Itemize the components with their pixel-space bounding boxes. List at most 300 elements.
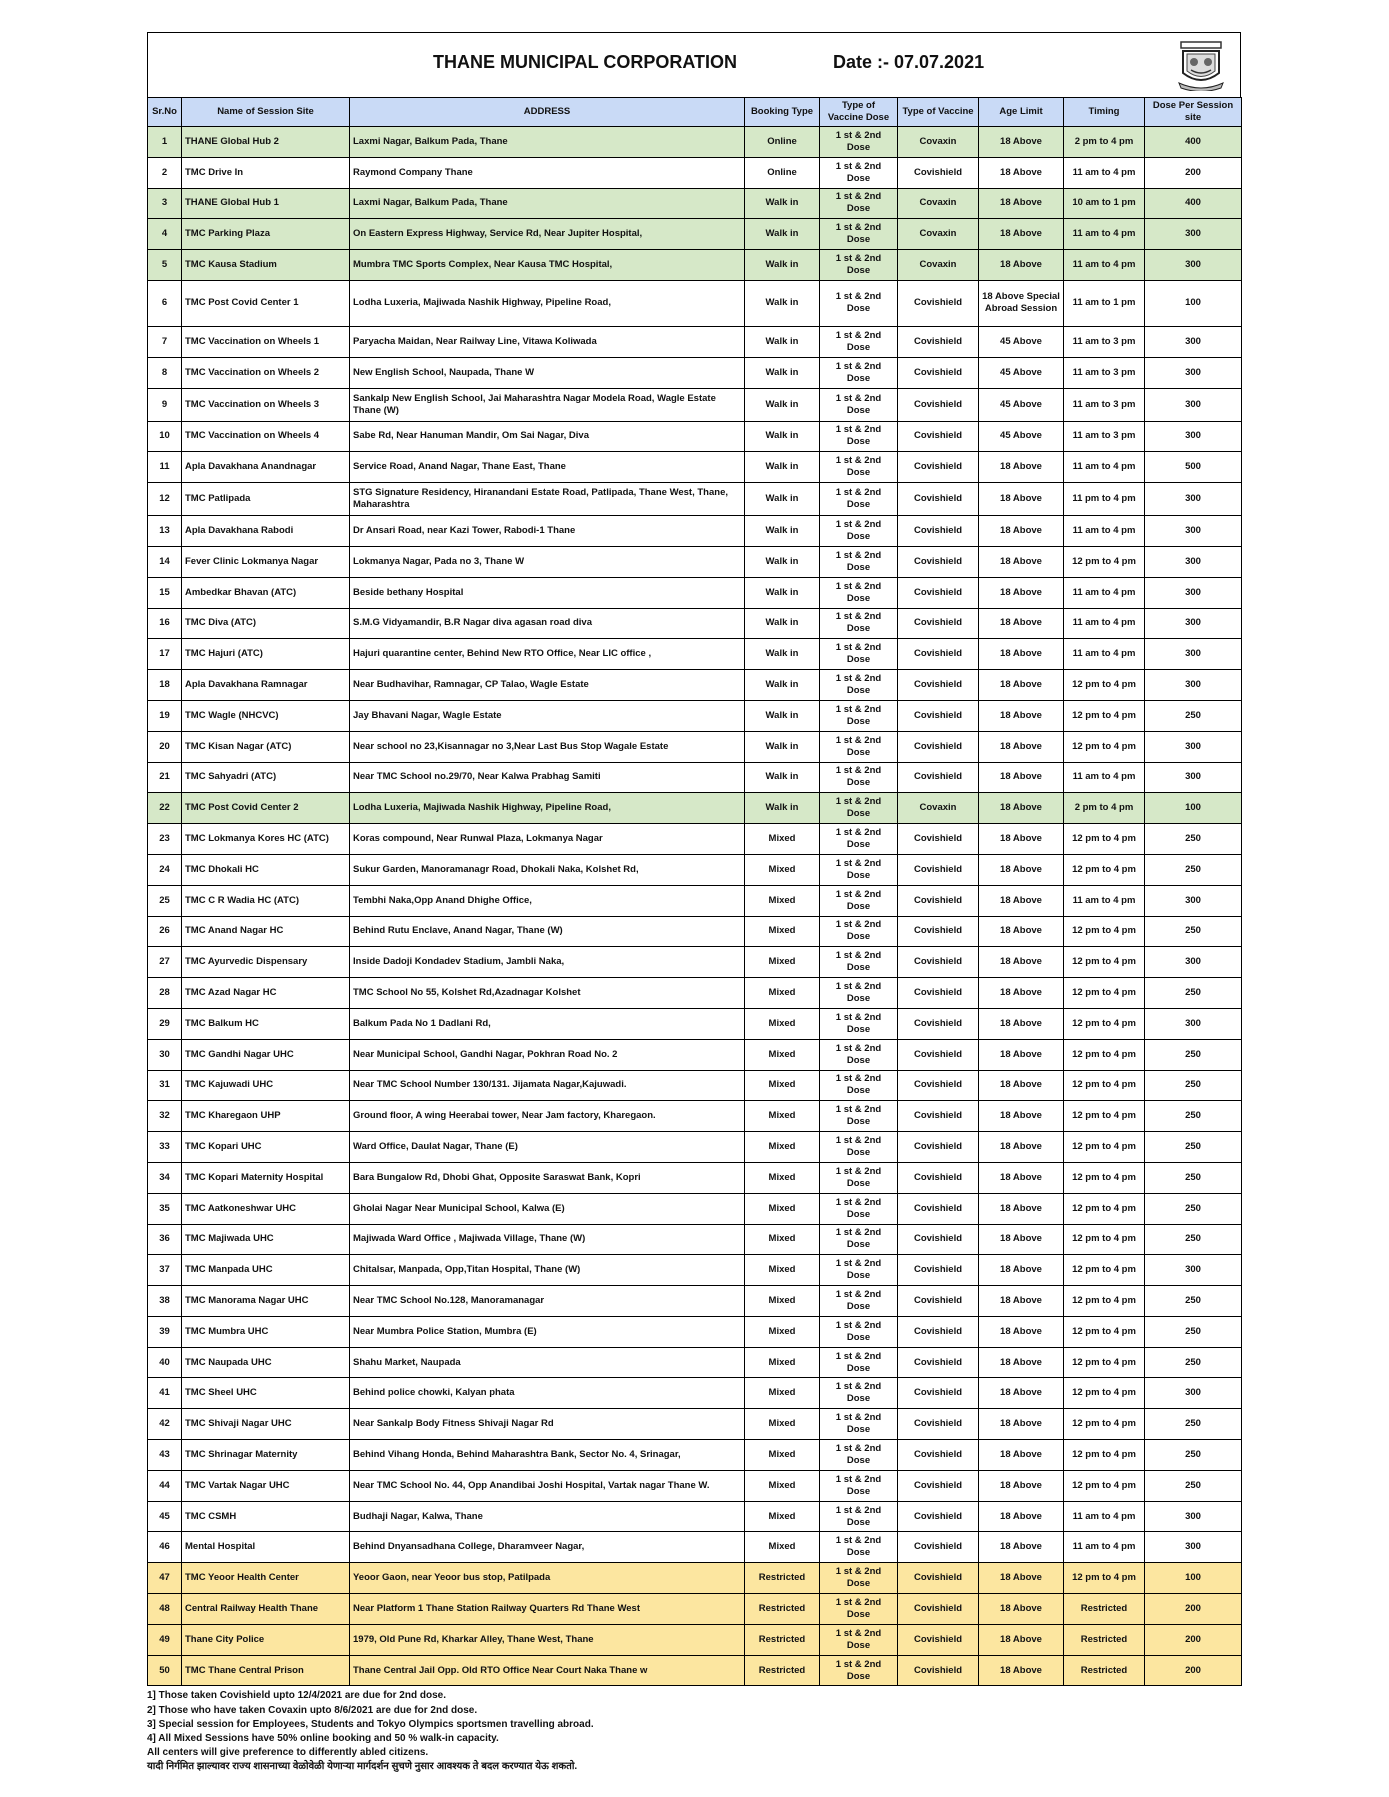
row-srno: 25 bbox=[148, 885, 182, 916]
row-dose-count: 250 bbox=[1145, 1162, 1242, 1193]
row-vaccine-dose: 1 st & 2nd Dose bbox=[820, 793, 898, 824]
row-age-limit: 18 Above bbox=[979, 1470, 1064, 1501]
row-timing: 12 pm to 4 pm bbox=[1064, 1316, 1145, 1347]
footnote: 2] Those who have taken Covaxin upto 8/6/2021 are due for 2nd dose. bbox=[147, 1704, 478, 1716]
row-vaccine-dose: 1 st & 2nd Dose bbox=[820, 1286, 898, 1317]
row-address: Behind Dnyansadhana College, Dharamveer Nagar, bbox=[350, 1532, 745, 1563]
row-vaccine-type: Covishield bbox=[898, 1378, 979, 1409]
row-srno: 3 bbox=[148, 188, 182, 219]
row-booking-type: Mixed bbox=[745, 1193, 820, 1224]
row-booking-type: Walk in bbox=[745, 731, 820, 762]
row-srno: 13 bbox=[148, 516, 182, 547]
row-vaccine-type: Covishield bbox=[898, 700, 979, 731]
row-dose-count: 200 bbox=[1145, 1655, 1242, 1686]
page-date: Date :- 07.07.2021 bbox=[833, 52, 985, 72]
row-vaccine-type: Covishield bbox=[898, 326, 979, 357]
row-booking-type: Restricted bbox=[745, 1655, 820, 1686]
footnote: All centers will give preference to differently abled citizens. bbox=[147, 1747, 429, 1759]
row-timing: 12 pm to 4 pm bbox=[1064, 1563, 1145, 1594]
row-address: Paryacha Maidan, Near Railway Line, Vitawa Koliwada bbox=[350, 326, 745, 357]
row-timing: 11 am to 4 pm bbox=[1064, 219, 1145, 250]
row-dose-count: 250 bbox=[1145, 700, 1242, 731]
row-booking-type: Walk in bbox=[745, 700, 820, 731]
row-site-name: TMC Patlipada bbox=[182, 483, 350, 516]
row-address: Balkum Pada No 1 Dadlani Rd, bbox=[350, 1008, 745, 1039]
row-dose-count: 100 bbox=[1145, 280, 1242, 326]
row-age-limit: 18 Above bbox=[979, 1624, 1064, 1655]
row-booking-type: Online bbox=[745, 127, 820, 158]
row-address: New English School, Naupada, Thane W bbox=[350, 357, 745, 388]
row-address: Ward Office, Daulat Nagar, Thane (E) bbox=[350, 1132, 745, 1163]
row-booking-type: Restricted bbox=[745, 1624, 820, 1655]
row-dose-count: 300 bbox=[1145, 608, 1242, 639]
row-address: Near school no 23,Kisannagar no 3,Near Last Bus Stop Wagale Estate bbox=[350, 731, 745, 762]
footnote-marathi: यादी निर्गमित झाल्यावर राज्य शासनाच्या वेळोवेळी येणाऱ्या मार्गदर्शन सुचणे नुसार आवश्यक ते बदल करण्यात येऊ शकतो. bbox=[147, 1761, 578, 1773]
row-site-name: Central Railway Health Thane bbox=[182, 1594, 350, 1625]
row-vaccine-dose: 1 st & 2nd Dose bbox=[820, 608, 898, 639]
row-srno: 15 bbox=[148, 577, 182, 608]
table-row bbox=[148, 357, 1242, 388]
row-address: Service Road, Anand Nagar, Thane East, Thane bbox=[350, 452, 745, 483]
row-address: Tembhi Naka,Opp Anand Dhighe Office, bbox=[350, 885, 745, 916]
row-age-limit: 18 Above bbox=[979, 1563, 1064, 1594]
row-age-limit: 18 Above bbox=[979, 1594, 1064, 1625]
row-address: Near TMC School Number 130/131. Jijamata Nagar,Kajuwadi. bbox=[350, 1070, 745, 1101]
row-vaccine-dose: 1 st & 2nd Dose bbox=[820, 1594, 898, 1625]
row-site-name: TMC Vaccination on Wheels 3 bbox=[182, 388, 350, 421]
row-site-name: TMC Manpada UHC bbox=[182, 1255, 350, 1286]
column-header-age-limit: Age Limit bbox=[979, 98, 1064, 127]
row-vaccine-type: Covishield bbox=[898, 1224, 979, 1255]
row-vaccine-type: Covishield bbox=[898, 1255, 979, 1286]
row-srno: 30 bbox=[148, 1039, 182, 1070]
table-body bbox=[148, 127, 1242, 1686]
table-row bbox=[148, 1039, 1242, 1070]
row-dose-count: 250 bbox=[1145, 824, 1242, 855]
row-vaccine-type: Covishield bbox=[898, 762, 979, 793]
row-dose-count: 250 bbox=[1145, 1101, 1242, 1132]
row-address: Near Mumbra Police Station, Mumbra (E) bbox=[350, 1316, 745, 1347]
row-vaccine-type: Covishield bbox=[898, 885, 979, 916]
row-site-name: TMC Kopari UHC bbox=[182, 1132, 350, 1163]
table-row bbox=[148, 546, 1242, 577]
row-srno: 23 bbox=[148, 824, 182, 855]
column-header-timing: Timing bbox=[1064, 98, 1145, 127]
row-booking-type: Mixed bbox=[745, 1162, 820, 1193]
row-timing: 2 pm to 4 pm bbox=[1064, 793, 1145, 824]
row-vaccine-dose: 1 st & 2nd Dose bbox=[820, 762, 898, 793]
row-timing: 12 pm to 4 pm bbox=[1064, 1070, 1145, 1101]
row-vaccine-dose: 1 st & 2nd Dose bbox=[820, 1008, 898, 1039]
row-age-limit: 18 Above bbox=[979, 947, 1064, 978]
row-srno: 17 bbox=[148, 639, 182, 670]
row-age-limit: 18 Above bbox=[979, 1501, 1064, 1532]
row-booking-type: Mixed bbox=[745, 1255, 820, 1286]
row-dose-count: 300 bbox=[1145, 577, 1242, 608]
row-booking-type: Mixed bbox=[745, 916, 820, 947]
row-vaccine-dose: 1 st & 2nd Dose bbox=[820, 1255, 898, 1286]
table-row bbox=[148, 1378, 1242, 1409]
row-vaccine-dose: 1 st & 2nd Dose bbox=[820, 885, 898, 916]
row-age-limit: 18 Above bbox=[979, 793, 1064, 824]
row-address: Budhaji Nagar, Kalwa, Thane bbox=[350, 1501, 745, 1532]
row-dose-count: 250 bbox=[1145, 1286, 1242, 1317]
row-address: Majiwada Ward Office , Majiwada Village, Thane (W) bbox=[350, 1224, 745, 1255]
row-booking-type: Mixed bbox=[745, 1409, 820, 1440]
row-age-limit: 18 Above bbox=[979, 1255, 1064, 1286]
row-srno: 22 bbox=[148, 793, 182, 824]
table-row bbox=[148, 947, 1242, 978]
row-address: Near TMC School No. 44, Opp Anandibai Joshi Hospital, Vartak nagar Thane W. bbox=[350, 1470, 745, 1501]
row-address: Thane Central Jail Opp. Old RTO Office Near Court Naka Thane w bbox=[350, 1655, 745, 1686]
footnote: 3] Special session for Employees, Students and Tokyo Olympics sportsmen travelling abroad. bbox=[147, 1718, 594, 1730]
row-age-limit: 18 Above bbox=[979, 1655, 1064, 1686]
row-age-limit: 18 Above bbox=[979, 608, 1064, 639]
row-dose-count: 250 bbox=[1145, 1316, 1242, 1347]
row-age-limit: 18 Above bbox=[979, 916, 1064, 947]
row-booking-type: Mixed bbox=[745, 1470, 820, 1501]
table-row bbox=[148, 824, 1242, 855]
footnotes bbox=[147, 1689, 1241, 1774]
row-age-limit: 18 Above bbox=[979, 824, 1064, 855]
row-booking-type: Restricted bbox=[745, 1594, 820, 1625]
row-age-limit: 18 Above bbox=[979, 250, 1064, 281]
row-booking-type: Mixed bbox=[745, 1039, 820, 1070]
row-srno: 36 bbox=[148, 1224, 182, 1255]
row-timing: 10 am to 1 pm bbox=[1064, 188, 1145, 219]
row-vaccine-dose: 1 st & 2nd Dose bbox=[820, 357, 898, 388]
row-site-name: TMC Balkum HC bbox=[182, 1008, 350, 1039]
row-dose-count: 200 bbox=[1145, 157, 1242, 188]
row-booking-type: Mixed bbox=[745, 1224, 820, 1255]
row-age-limit: 45 Above bbox=[979, 421, 1064, 452]
row-site-name: Fever Clinic Lokmanya Nagar bbox=[182, 546, 350, 577]
row-vaccine-type: Covishield bbox=[898, 854, 979, 885]
row-age-limit: 18 Above bbox=[979, 452, 1064, 483]
row-vaccine-type: Covishield bbox=[898, 577, 979, 608]
row-dose-count: 250 bbox=[1145, 1470, 1242, 1501]
row-srno: 46 bbox=[148, 1532, 182, 1563]
row-srno: 49 bbox=[148, 1624, 182, 1655]
row-vaccine-dose: 1 st & 2nd Dose bbox=[820, 483, 898, 516]
row-address: Near Municipal School, Gandhi Nagar, Pokhran Road No. 2 bbox=[350, 1039, 745, 1070]
row-vaccine-dose: 1 st & 2nd Dose bbox=[820, 1470, 898, 1501]
row-site-name: TMC Kharegaon UHP bbox=[182, 1101, 350, 1132]
row-srno: 45 bbox=[148, 1501, 182, 1532]
row-vaccine-type: Covishield bbox=[898, 1655, 979, 1686]
table-row bbox=[148, 1286, 1242, 1317]
row-booking-type: Mixed bbox=[745, 1532, 820, 1563]
row-dose-count: 300 bbox=[1145, 250, 1242, 281]
row-site-name: TMC Sahyadri (ATC) bbox=[182, 762, 350, 793]
table-row bbox=[148, 1409, 1242, 1440]
row-timing: 12 pm to 4 pm bbox=[1064, 1193, 1145, 1224]
row-vaccine-type: Covishield bbox=[898, 546, 979, 577]
row-srno: 4 bbox=[148, 219, 182, 250]
table-row bbox=[148, 326, 1242, 357]
row-age-limit: 18 Above bbox=[979, 157, 1064, 188]
table-row bbox=[148, 731, 1242, 762]
row-vaccine-dose: 1 st & 2nd Dose bbox=[820, 1655, 898, 1686]
row-srno: 2 bbox=[148, 157, 182, 188]
vaccination-schedule-sheet bbox=[147, 32, 1241, 1775]
row-address: STG Signature Residency, Hiranandani Estate Road, Patlipada, Thane West, Thane, Maharashtra bbox=[350, 483, 745, 516]
row-age-limit: 18 Above Special Abroad Session bbox=[979, 280, 1064, 326]
row-vaccine-type: Covishield bbox=[898, 608, 979, 639]
row-site-name: TMC Shivaji Nagar UHC bbox=[182, 1409, 350, 1440]
row-srno: 39 bbox=[148, 1316, 182, 1347]
row-site-name: TMC Ayurvedic Dispensary bbox=[182, 947, 350, 978]
row-address: Inside Dadoji Kondadev Stadium, Jambli Naka, bbox=[350, 947, 745, 978]
row-booking-type: Walk in bbox=[745, 280, 820, 326]
table-row bbox=[148, 1101, 1242, 1132]
row-vaccine-type: Covishield bbox=[898, 357, 979, 388]
row-site-name: TMC Vartak Nagar UHC bbox=[182, 1470, 350, 1501]
row-age-limit: 18 Above bbox=[979, 1224, 1064, 1255]
row-vaccine-dose: 1 st & 2nd Dose bbox=[820, 516, 898, 547]
row-vaccine-type: Covaxin bbox=[898, 188, 979, 219]
table-row bbox=[148, 885, 1242, 916]
row-timing: 12 pm to 4 pm bbox=[1064, 947, 1145, 978]
row-address: Behind Vihang Honda, Behind Maharashtra Bank, Sector No. 4, Srinagar, bbox=[350, 1440, 745, 1471]
row-age-limit: 18 Above bbox=[979, 1008, 1064, 1039]
row-vaccine-type: Covishield bbox=[898, 1594, 979, 1625]
table-row bbox=[148, 219, 1242, 250]
table-row bbox=[148, 280, 1242, 326]
row-booking-type: Restricted bbox=[745, 1563, 820, 1594]
row-vaccine-type: Covishield bbox=[898, 452, 979, 483]
row-vaccine-dose: 1 st & 2nd Dose bbox=[820, 1070, 898, 1101]
row-vaccine-dose: 1 st & 2nd Dose bbox=[820, 1378, 898, 1409]
row-timing: 11 am to 4 pm bbox=[1064, 250, 1145, 281]
row-booking-type: Walk in bbox=[745, 608, 820, 639]
row-dose-count: 300 bbox=[1145, 546, 1242, 577]
row-address: Yeoor Gaon, near Yeoor bus stop, Patilpada bbox=[350, 1563, 745, 1594]
row-booking-type: Mixed bbox=[745, 1286, 820, 1317]
row-vaccine-type: Covishield bbox=[898, 1470, 979, 1501]
row-site-name: TMC Sheel UHC bbox=[182, 1378, 350, 1409]
row-vaccine-type: Covishield bbox=[898, 421, 979, 452]
row-site-name: TMC Drive In bbox=[182, 157, 350, 188]
table-row bbox=[148, 421, 1242, 452]
row-dose-count: 300 bbox=[1145, 731, 1242, 762]
row-age-limit: 18 Above bbox=[979, 700, 1064, 731]
row-vaccine-dose: 1 st & 2nd Dose bbox=[820, 1224, 898, 1255]
row-dose-count: 300 bbox=[1145, 762, 1242, 793]
row-vaccine-type: Covishield bbox=[898, 1286, 979, 1317]
row-timing: 12 pm to 4 pm bbox=[1064, 1039, 1145, 1070]
footnote: 4] All Mixed Sessions have 50% online booking and 50 % walk-in capacity. bbox=[147, 1733, 499, 1745]
row-age-limit: 45 Above bbox=[979, 326, 1064, 357]
row-booking-type: Mixed bbox=[745, 854, 820, 885]
row-address: Hajuri quarantine center, Behind New RTO Office, Near LIC office , bbox=[350, 639, 745, 670]
tmc-emblem-icon bbox=[1175, 39, 1227, 91]
table-row bbox=[148, 1162, 1242, 1193]
row-booking-type: Walk in bbox=[745, 357, 820, 388]
row-srno: 33 bbox=[148, 1132, 182, 1163]
row-booking-type: Mixed bbox=[745, 824, 820, 855]
row-site-name: TMC Parking Plaza bbox=[182, 219, 350, 250]
table-row bbox=[148, 1193, 1242, 1224]
row-vaccine-type: Covishield bbox=[898, 1347, 979, 1378]
column-header-dose-per-site: Dose Per Session site bbox=[1145, 98, 1242, 127]
row-age-limit: 18 Above bbox=[979, 127, 1064, 158]
row-address: Near Budhavihar, Ramnagar, CP Talao, Wagle Estate bbox=[350, 670, 745, 701]
row-vaccine-type: Covishield bbox=[898, 824, 979, 855]
row-timing: 11 am to 4 pm bbox=[1064, 885, 1145, 916]
row-dose-count: 500 bbox=[1145, 452, 1242, 483]
row-address: Mumbra TMC Sports Complex, Near Kausa TMC Hospital, bbox=[350, 250, 745, 281]
column-header-srno: Sr.No bbox=[148, 98, 182, 127]
page-title: THANE MUNICIPAL CORPORATION bbox=[433, 52, 737, 72]
row-dose-count: 300 bbox=[1145, 421, 1242, 452]
row-srno: 31 bbox=[148, 1070, 182, 1101]
row-srno: 19 bbox=[148, 700, 182, 731]
row-booking-type: Walk in bbox=[745, 516, 820, 547]
row-age-limit: 18 Above bbox=[979, 731, 1064, 762]
row-timing: 11 pm to 4 pm bbox=[1064, 483, 1145, 516]
row-timing: Restricted bbox=[1064, 1655, 1145, 1686]
row-address: Beside bethany Hospital bbox=[350, 577, 745, 608]
row-timing: 11 am to 4 pm bbox=[1064, 157, 1145, 188]
row-age-limit: 45 Above bbox=[979, 388, 1064, 421]
row-site-name: TMC Gandhi Nagar UHC bbox=[182, 1039, 350, 1070]
row-site-name: TMC Shrinagar Maternity bbox=[182, 1440, 350, 1471]
row-site-name: TMC Azad Nagar HC bbox=[182, 978, 350, 1009]
row-vaccine-dose: 1 st & 2nd Dose bbox=[820, 577, 898, 608]
table-row bbox=[148, 127, 1242, 158]
row-vaccine-type: Covishield bbox=[898, 1624, 979, 1655]
row-timing: 2 pm to 4 pm bbox=[1064, 127, 1145, 158]
table-row bbox=[148, 1624, 1242, 1655]
row-vaccine-type: Covishield bbox=[898, 731, 979, 762]
row-srno: 7 bbox=[148, 326, 182, 357]
row-dose-count: 300 bbox=[1145, 1008, 1242, 1039]
row-vaccine-dose: 1 st & 2nd Dose bbox=[820, 452, 898, 483]
row-vaccine-dose: 1 st & 2nd Dose bbox=[820, 326, 898, 357]
sheet-header bbox=[147, 32, 1241, 97]
row-age-limit: 18 Above bbox=[979, 1316, 1064, 1347]
row-dose-count: 300 bbox=[1145, 1378, 1242, 1409]
row-vaccine-dose: 1 st & 2nd Dose bbox=[820, 421, 898, 452]
row-age-limit: 18 Above bbox=[979, 762, 1064, 793]
row-srno: 34 bbox=[148, 1162, 182, 1193]
row-timing: 11 am to 4 pm bbox=[1064, 1532, 1145, 1563]
row-dose-count: 250 bbox=[1145, 1193, 1242, 1224]
row-srno: 42 bbox=[148, 1409, 182, 1440]
row-srno: 10 bbox=[148, 421, 182, 452]
row-address: Shahu Market, Naupada bbox=[350, 1347, 745, 1378]
table-row bbox=[148, 1501, 1242, 1532]
row-timing: 12 pm to 4 pm bbox=[1064, 854, 1145, 885]
row-site-name: TMC Vaccination on Wheels 1 bbox=[182, 326, 350, 357]
row-address: Lokmanya Nagar, Pada no 3, Thane W bbox=[350, 546, 745, 577]
table-row bbox=[148, 188, 1242, 219]
row-srno: 8 bbox=[148, 357, 182, 388]
row-dose-count: 300 bbox=[1145, 516, 1242, 547]
row-site-name: TMC Wagle (NHCVC) bbox=[182, 700, 350, 731]
row-site-name: TMC Vaccination on Wheels 4 bbox=[182, 421, 350, 452]
row-booking-type: Walk in bbox=[745, 452, 820, 483]
table-row bbox=[148, 1132, 1242, 1163]
table-row bbox=[148, 1563, 1242, 1594]
row-age-limit: 18 Above bbox=[979, 577, 1064, 608]
row-address: S.M.G Vidyamandir, B.R Nagar diva agasan road diva bbox=[350, 608, 745, 639]
row-address: 1979, Old Pune Rd, Kharkar Alley, Thane West, Thane bbox=[350, 1624, 745, 1655]
row-vaccine-dose: 1 st & 2nd Dose bbox=[820, 1132, 898, 1163]
row-srno: 28 bbox=[148, 978, 182, 1009]
row-vaccine-type: Covishield bbox=[898, 1532, 979, 1563]
row-vaccine-dose: 1 st & 2nd Dose bbox=[820, 824, 898, 855]
row-srno: 14 bbox=[148, 546, 182, 577]
row-vaccine-dose: 1 st & 2nd Dose bbox=[820, 188, 898, 219]
row-vaccine-dose: 1 st & 2nd Dose bbox=[820, 1532, 898, 1563]
table-row bbox=[148, 1070, 1242, 1101]
row-vaccine-dose: 1 st & 2nd Dose bbox=[820, 280, 898, 326]
row-age-limit: 45 Above bbox=[979, 357, 1064, 388]
row-site-name: TMC Dhokali HC bbox=[182, 854, 350, 885]
row-age-limit: 18 Above bbox=[979, 854, 1064, 885]
row-booking-type: Mixed bbox=[745, 947, 820, 978]
row-booking-type: Walk in bbox=[745, 483, 820, 516]
row-booking-type: Walk in bbox=[745, 250, 820, 281]
row-booking-type: Walk in bbox=[745, 670, 820, 701]
row-age-limit: 18 Above bbox=[979, 1162, 1064, 1193]
row-site-name: TMC Kausa Stadium bbox=[182, 250, 350, 281]
row-timing: Restricted bbox=[1064, 1624, 1145, 1655]
row-vaccine-type: Covishield bbox=[898, 1501, 979, 1532]
table-header-row bbox=[148, 98, 1242, 127]
row-age-limit: 18 Above bbox=[979, 639, 1064, 670]
row-srno: 41 bbox=[148, 1378, 182, 1409]
row-booking-type: Walk in bbox=[745, 421, 820, 452]
row-age-limit: 18 Above bbox=[979, 1070, 1064, 1101]
table-row bbox=[148, 1532, 1242, 1563]
row-timing: 12 pm to 4 pm bbox=[1064, 546, 1145, 577]
row-srno: 47 bbox=[148, 1563, 182, 1594]
column-header-site-name: Name of Session Site bbox=[182, 98, 350, 127]
row-vaccine-dose: 1 st & 2nd Dose bbox=[820, 219, 898, 250]
row-age-limit: 18 Above bbox=[979, 1101, 1064, 1132]
row-address: Raymond Company Thane bbox=[350, 157, 745, 188]
row-site-name: TMC Aatkoneshwar UHC bbox=[182, 1193, 350, 1224]
row-timing: 11 am to 1 pm bbox=[1064, 280, 1145, 326]
row-site-name: Ambedkar Bhavan (ATC) bbox=[182, 577, 350, 608]
row-srno: 37 bbox=[148, 1255, 182, 1286]
table-row bbox=[148, 916, 1242, 947]
row-address: Gholai Nagar Near Municipal School, Kalwa (E) bbox=[350, 1193, 745, 1224]
row-srno: 21 bbox=[148, 762, 182, 793]
row-site-name: TMC Thane Central Prison bbox=[182, 1655, 350, 1686]
row-address: Lodha Luxeria, Majiwada Nashik Highway, Pipeline Road, bbox=[350, 793, 745, 824]
row-vaccine-dose: 1 st & 2nd Dose bbox=[820, 1193, 898, 1224]
row-vaccine-dose: 1 st & 2nd Dose bbox=[820, 731, 898, 762]
row-vaccine-dose: 1 st & 2nd Dose bbox=[820, 1101, 898, 1132]
row-site-name: TMC Kisan Nagar (ATC) bbox=[182, 731, 350, 762]
row-dose-count: 250 bbox=[1145, 1440, 1242, 1471]
row-srno: 38 bbox=[148, 1286, 182, 1317]
row-site-name: THANE Global Hub 1 bbox=[182, 188, 350, 219]
row-address: Dr Ansari Road, near Kazi Tower, Rabodi-1 Thane bbox=[350, 516, 745, 547]
row-site-name: TMC Post Covid Center 2 bbox=[182, 793, 350, 824]
row-address: Bara Bungalow Rd, Dhobi Ghat, Opposite Saraswat Bank, Kopri bbox=[350, 1162, 745, 1193]
row-address: Laxmi Nagar, Balkum Pada, Thane bbox=[350, 127, 745, 158]
row-timing: 12 pm to 4 pm bbox=[1064, 700, 1145, 731]
table-row bbox=[148, 577, 1242, 608]
row-timing: 11 am to 4 pm bbox=[1064, 639, 1145, 670]
row-age-limit: 18 Above bbox=[979, 1532, 1064, 1563]
column-header-vaccine-type: Type of Vaccine bbox=[898, 98, 979, 127]
